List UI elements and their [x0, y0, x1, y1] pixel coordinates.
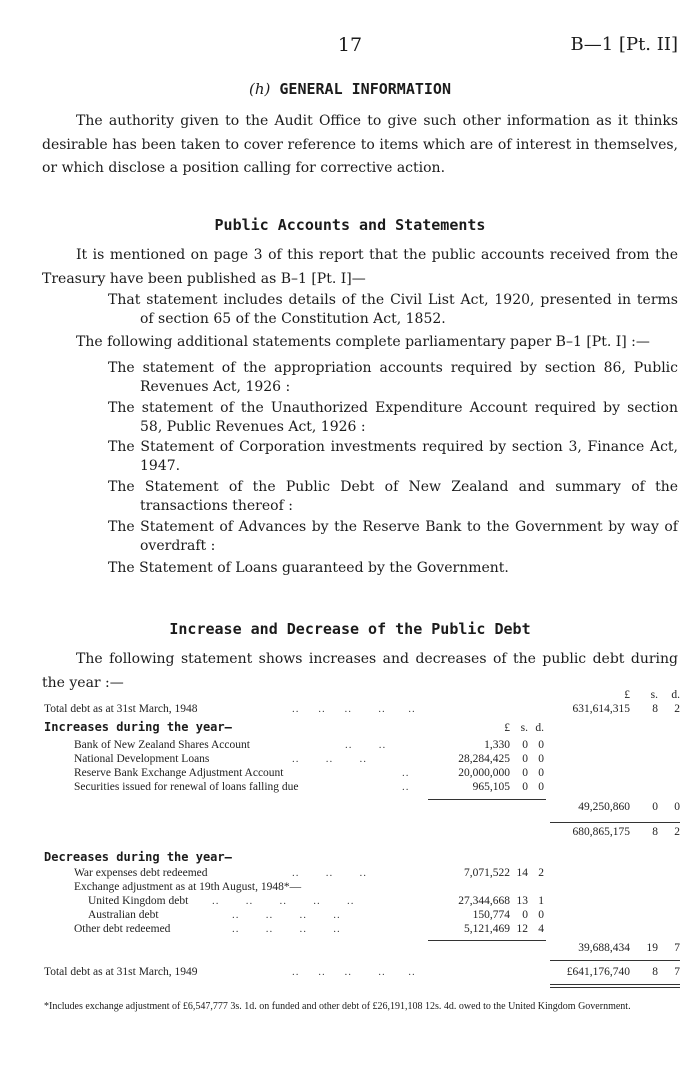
col-head-pounds: £	[624, 689, 630, 701]
other-debt-pounds: 5,121,469	[464, 923, 510, 935]
col-head-pounds-inner: £	[504, 722, 510, 734]
other-debt-pence: 4	[538, 923, 544, 935]
war-expenses-label: War expenses debt redeemed	[74, 867, 208, 879]
section-letter: (h)	[249, 80, 271, 98]
increase-row-label: National Development Loans	[74, 753, 210, 765]
aus-debt-label: Australian debt	[88, 909, 159, 921]
increase-row-label: Bank of New Zealand Shares Account	[74, 739, 250, 751]
subtotal-pence: 2	[674, 826, 680, 838]
col-head-shillings: s.	[650, 689, 658, 701]
war-expenses-shillings: 14	[516, 867, 528, 879]
increase-row-label: Securities issued for renewal of loans falling due	[74, 781, 299, 793]
statement-item: The statement of the Unauthorized Expenditure Account required by section 58, Public Revenues Act, 1926 :	[108, 400, 678, 435]
aus-debt-pence: 0	[538, 909, 544, 921]
increase-row-pounds: 1,330	[484, 739, 510, 751]
leader-dots: .. ..	[345, 739, 387, 751]
leader-dots: .. .. .. ..	[232, 923, 341, 935]
increase-row-shillings: 0	[522, 753, 528, 765]
public-accounts-intro: It is mentioned on page 3 of this report that the public accounts received from the Treasury have been published as B–1 [Pt. I]—	[42, 247, 678, 287]
page-number: 17	[337, 34, 363, 56]
footnote: *Includes exchange adjustment of £6,547,777 3s. 1d. on funded and other debt of £26,191,108 12s. 4d. owed to the United Kingdom Government.	[44, 1001, 631, 1012]
section-title: GENERAL INFORMATION	[279, 80, 451, 98]
public-debt-heading: Increase and Decrease of the Public Debt	[169, 620, 531, 638]
statement-item: The Statement of Corporation investments required by section 3, Finance Act, 1947.	[108, 439, 678, 474]
war-expenses-pence: 2	[538, 867, 544, 879]
public-debt-intro: The following statement shows increases and decreases of the public debt during the year :—	[42, 651, 678, 691]
opening-pounds: 631,614,315	[572, 703, 630, 715]
aus-debt-pounds: 150,774	[472, 909, 510, 921]
additional-statements-intro: The following additional statements complete parliamentary paper B–1 [Pt. I] :—	[76, 334, 650, 350]
increase-row-pounds: 965,105	[472, 781, 510, 793]
increase-row-shillings: 0	[522, 781, 528, 793]
col-head-pence: d.	[671, 689, 680, 701]
increase-row-pence: 0	[538, 739, 544, 751]
decreases-total-pence: 7	[674, 942, 680, 954]
total-rule	[550, 960, 680, 961]
col-head-shillings-inner: s.	[520, 722, 528, 734]
exchange-adjustment-label: Exchange adjustment as at 19th August, 1948*—	[74, 881, 302, 893]
war-expenses-pounds: 7,071,522	[464, 867, 510, 879]
uk-debt-label: United Kingdom debt	[88, 895, 189, 907]
other-debt-shillings: 12	[516, 923, 528, 935]
leader-dots: ..	[402, 767, 410, 779]
leader-dots: .. .. ..	[292, 867, 367, 879]
leader-dots: .. .. .. .. ..	[292, 966, 416, 978]
subtotal-rule	[428, 799, 546, 800]
increase-row-pence: 0	[538, 767, 544, 779]
double-rule	[550, 984, 680, 985]
double-rule	[550, 987, 680, 988]
uk-debt-pence: 1	[538, 895, 544, 907]
civil-list-item: That statement includes details of the Civil List Act, 1920, presented in terms of section 65 of the Constitution Act, 1852.	[108, 292, 678, 327]
closing-shillings: 8	[652, 966, 658, 978]
leader-dots: .. .. .. .. ..	[292, 703, 416, 715]
decreases-total-shillings: 19	[646, 942, 658, 954]
opening-pence: 2	[674, 703, 680, 715]
increase-row-pounds: 20,000,000	[458, 767, 510, 779]
increases-total-pounds: 49,250,860	[578, 801, 630, 813]
statement-item: The statement of the appropriation accounts required by section 86, Public Revenues Act, 1926 :	[108, 360, 678, 395]
increase-row-label: Reserve Bank Exchange Adjustment Account	[74, 767, 284, 779]
decreases-heading: Decreases during the year—	[44, 850, 232, 864]
general-info-paragraph: The authority given to the Audit Office to give such other information as it thinks desirable has been taken to cover reference to items which are of interest in themselves, or which disclose a position calling for corrective action.	[42, 113, 678, 176]
statement-item: The Statement of the Public Debt of New Zealand and summary of the transactions thereof :	[108, 479, 678, 514]
leader-dots: ..	[402, 781, 410, 793]
closing-balance-label: Total debt as at 31st March, 1949	[44, 966, 198, 978]
public-accounts-heading: Public Accounts and Statements	[214, 216, 486, 234]
total-rule	[550, 822, 680, 823]
increase-row-pence: 0	[538, 753, 544, 765]
statement-item: The Statement of Advances by the Reserve Bank to the Government by way of overdraft :	[108, 519, 678, 554]
aus-debt-shillings: 0	[522, 909, 528, 921]
closing-pence: 7	[674, 966, 680, 978]
statement-item: The Statement of Loans guaranteed by the Government.	[108, 560, 509, 576]
subtotal-rule	[428, 940, 546, 941]
section-heading	[0, 80, 700, 98]
subtotal-shillings: 8	[652, 826, 658, 838]
increases-total-pence: 0	[674, 801, 680, 813]
increase-row-shillings: 0	[522, 739, 528, 751]
closing-pounds: £641,176,740	[566, 966, 630, 978]
leader-dots: .. .. ..	[292, 753, 367, 765]
increases-heading: Increases during the year—	[44, 720, 232, 734]
increases-total-shillings: 0	[652, 801, 658, 813]
col-head-pence-inner: d.	[535, 722, 544, 734]
uk-debt-pounds: 27,344,668	[458, 895, 510, 907]
leader-dots: .. .. .. .. ..	[212, 895, 355, 907]
leader-dots: .. .. .. ..	[232, 909, 341, 921]
increase-row-pence: 0	[538, 781, 544, 793]
uk-debt-shillings: 13	[516, 895, 528, 907]
decreases-total-pounds: 39,688,434	[578, 942, 630, 954]
increase-row-shillings: 0	[522, 767, 528, 779]
subtotal-pounds: 680,865,175	[572, 826, 630, 838]
opening-balance-label: Total debt as at 31st March, 1948	[44, 703, 198, 715]
document-reference: B—1 [Pt. II]	[570, 34, 678, 55]
other-debt-label: Other debt redeemed	[74, 923, 171, 935]
opening-shillings: 8	[652, 703, 658, 715]
increase-row-pounds: 28,284,425	[458, 753, 510, 765]
